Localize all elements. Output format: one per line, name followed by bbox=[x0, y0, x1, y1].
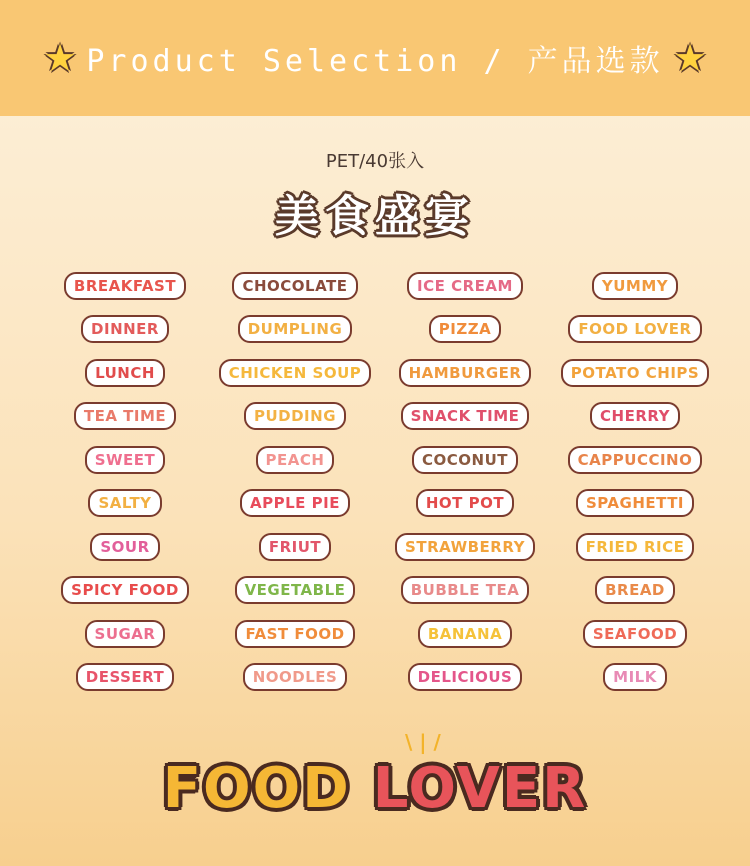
sticker-label: MILK bbox=[603, 663, 667, 691]
sticker-item[interactable] bbox=[550, 612, 720, 656]
sticker-item[interactable] bbox=[380, 525, 550, 569]
sticker-item[interactable] bbox=[40, 395, 210, 439]
sticker-label: HOT POT bbox=[416, 489, 514, 517]
sticker-item[interactable] bbox=[380, 395, 550, 439]
sticker-item[interactable] bbox=[550, 569, 720, 613]
sticker-label: DELICIOUS bbox=[408, 663, 523, 691]
sticker-label: COCONUT bbox=[412, 446, 518, 474]
sticker-label: BUBBLE TEA bbox=[401, 576, 530, 604]
sticker-label: SUGAR bbox=[85, 620, 166, 648]
sticker-label: SWEET bbox=[85, 446, 166, 474]
sticker-label: SOUR bbox=[90, 533, 159, 561]
sticker-label: SEAFOOD bbox=[583, 620, 687, 648]
sticker-label: YUMMY bbox=[592, 272, 678, 300]
sticker-label: POTATO CHIPS bbox=[561, 359, 709, 387]
sticker-item[interactable] bbox=[40, 569, 210, 613]
sticker-item[interactable] bbox=[550, 351, 720, 395]
sticker-label: SPICY FOOD bbox=[61, 576, 189, 604]
sticker-item[interactable] bbox=[40, 656, 210, 700]
sticker-item[interactable] bbox=[210, 656, 380, 700]
logo-word-lover: LOVER bbox=[372, 755, 588, 821]
food-lover-logo bbox=[162, 740, 588, 836]
sticker-label: HAMBURGER bbox=[399, 359, 532, 387]
sticker-item[interactable] bbox=[210, 395, 380, 439]
sticker-item[interactable] bbox=[380, 264, 550, 308]
sticker-label: FRIUT bbox=[259, 533, 331, 561]
sticker-item[interactable] bbox=[210, 569, 380, 613]
sticker-item[interactable] bbox=[210, 438, 380, 482]
sticker-item[interactable] bbox=[40, 612, 210, 656]
header-banner bbox=[0, 0, 750, 116]
sticker-item[interactable] bbox=[550, 438, 720, 482]
sticker-item[interactable] bbox=[40, 438, 210, 482]
sticker-item[interactable] bbox=[550, 395, 720, 439]
sticker-label: CHOCOLATE bbox=[232, 272, 357, 300]
sticker-item[interactable] bbox=[550, 525, 720, 569]
sticker-label: CHERRY bbox=[590, 402, 680, 430]
sticker-item[interactable] bbox=[550, 308, 720, 352]
sticker-item[interactable] bbox=[550, 656, 720, 700]
sticker-label: BANANA bbox=[418, 620, 512, 648]
star-icon: ★ bbox=[42, 36, 78, 80]
sticker-label: FOOD LOVER bbox=[568, 315, 701, 343]
sticker-grid bbox=[40, 264, 720, 699]
banner-title: Product Selection / 产品选款 bbox=[86, 44, 664, 79]
sticker-label: PUDDING bbox=[244, 402, 346, 430]
sticker-label: SPAGHETTI bbox=[576, 489, 694, 517]
sticker-label: VEGETABLE bbox=[235, 576, 356, 604]
star-icon: ★ bbox=[672, 36, 708, 80]
sticker-item[interactable] bbox=[40, 264, 210, 308]
sticker-item[interactable] bbox=[380, 438, 550, 482]
sticker-label: PIZZA bbox=[429, 315, 501, 343]
sticker-label: CHICKEN SOUP bbox=[219, 359, 372, 387]
sticker-item[interactable] bbox=[380, 308, 550, 352]
sticker-item[interactable] bbox=[210, 525, 380, 569]
sticker-item[interactable] bbox=[550, 264, 720, 308]
sticker-label: FRIED RICE bbox=[576, 533, 695, 561]
sticker-label: BREAD bbox=[595, 576, 675, 604]
sticker-item[interactable] bbox=[40, 351, 210, 395]
sticker-label: TEA TIME bbox=[74, 402, 176, 430]
sticker-item[interactable] bbox=[550, 482, 720, 526]
sparkle-icon: \ | / bbox=[405, 730, 441, 754]
logo-word-food: FOOD bbox=[162, 755, 351, 821]
sticker-label: PEACH bbox=[256, 446, 335, 474]
sticker-item[interactable] bbox=[380, 612, 550, 656]
sticker-label: DINNER bbox=[81, 315, 169, 343]
sticker-item[interactable] bbox=[380, 351, 550, 395]
sticker-label: CAPPUCCINO bbox=[568, 446, 703, 474]
sticker-label: BREAKFAST bbox=[64, 272, 186, 300]
sticker-item[interactable] bbox=[380, 482, 550, 526]
sticker-item[interactable] bbox=[210, 482, 380, 526]
sticker-label: LUNCH bbox=[85, 359, 165, 387]
sticker-item[interactable] bbox=[380, 569, 550, 613]
sticker-item[interactable] bbox=[210, 351, 380, 395]
sticker-item[interactable] bbox=[380, 656, 550, 700]
sticker-item[interactable] bbox=[210, 612, 380, 656]
sticker-item[interactable] bbox=[40, 525, 210, 569]
sticker-label: ICE CREAM bbox=[407, 272, 523, 300]
sticker-label: FAST FOOD bbox=[235, 620, 354, 648]
sticker-item[interactable] bbox=[210, 308, 380, 352]
product-heading: 美食盛宴 bbox=[275, 191, 475, 242]
sticker-label: DUMPLING bbox=[238, 315, 353, 343]
sticker-item[interactable] bbox=[40, 482, 210, 526]
sticker-label: STRAWBERRY bbox=[395, 533, 535, 561]
sticker-label: SALTY bbox=[88, 489, 161, 517]
sticker-item[interactable] bbox=[40, 308, 210, 352]
sticker-label: SNACK TIME bbox=[401, 402, 530, 430]
material-subtitle: PET/40张入 bbox=[325, 151, 425, 172]
sticker-label: APPLE PIE bbox=[240, 489, 350, 517]
sticker-label: NOODLES bbox=[243, 663, 348, 691]
sticker-item[interactable] bbox=[210, 264, 380, 308]
sticker-label: DESSERT bbox=[76, 663, 175, 691]
